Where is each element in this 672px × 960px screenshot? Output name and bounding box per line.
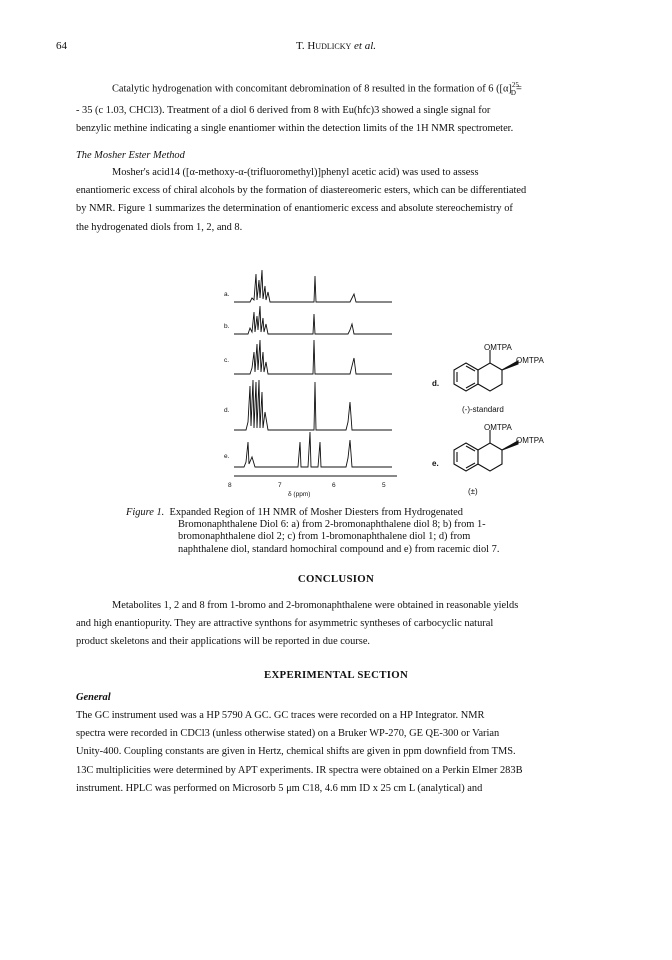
tick-label-6: 6 <box>332 482 336 489</box>
text-line: Catalytic hydrogenation with concomitant debromination of 8 resulted in the formation of 6 ($[\alpha]^{25}_D=$ <box>112 81 522 97</box>
text-line: enantiomeric excess of chiral alcohols by the formation of diastereomeric esters, which can be differentiated <box>76 185 527 197</box>
paragraph-general <box>76 707 598 798</box>
caption-line: naphthalene diol, standard homochiral compound and e) from racemic diol 7. <box>178 543 500 555</box>
text-line: and high enantiopurity. They are attractive synthons for asymmetric syntheses of carbocyclic natural <box>76 618 494 630</box>
text-line: Metabolites 1, 2 and 8 from 1-bromo and 2-bromonaphthalene were obtained in reasonable yields <box>112 600 519 611</box>
text-line: Mosher's acid14 ([α-methoxy-α-(trifluoromethyl)]phenyl acetic acid) was used to assess <box>112 167 479 178</box>
text-line: product skeletons and their applications will be reported in due course. <box>76 636 371 648</box>
trace-label-b: b. <box>224 323 230 330</box>
nmr-trace-b <box>234 306 392 334</box>
standard-label: (-)-standard <box>462 405 504 414</box>
section-heading-experimental: EXPERIMENTAL SECTION <box>263 669 409 681</box>
text-line: - 35 (c 1.03, CHCl3). Treatment of a diol 6 derived from 8 with Eu(hfc)3 showed a single signal for <box>76 104 491 116</box>
caption-line: bromonaphthalene diol 2; c) from 1-bromonaphthalene diol 1; d) from <box>178 531 471 543</box>
text-line: the hydrogenated diols from 1, 2, and 8. <box>76 221 243 233</box>
racemic-label: (±) <box>468 487 478 496</box>
caption-head: Figure 1. <box>126 507 165 518</box>
axis-label: δ (ppm) <box>288 491 311 498</box>
tick-label-7: 7 <box>278 482 282 489</box>
mtpa-top-d: OMTPA <box>484 343 512 352</box>
trace-label-d: d. <box>224 407 230 414</box>
text-line: instrument. HPLC was performed on Microsorb 5 μm C18, 4.6 mm ID x 25 cm L (analytical) and <box>76 782 483 794</box>
mtpa-side-e: OMTPA <box>516 436 544 445</box>
tick-label-5: 5 <box>382 482 386 489</box>
mtpa-top-e: OMTPA <box>484 423 512 432</box>
structure-label-d: d. <box>432 379 440 388</box>
caption-line: Figure 1. Expanded Region of 1H NMR of Mosher Diesters from Hydrogenated <box>126 507 463 518</box>
nmr-spectra-figure <box>222 262 602 502</box>
text-line: The GC instrument used was a HP 5790 A GC. GC traces were recorded on a HP Integrator. NMR <box>76 710 485 721</box>
alpha-sup: 25 <box>511 81 519 89</box>
text-line: benzylic methine indicating a single enantiomer within the detection limits of the 1H NMR spectrometer. <box>76 122 514 134</box>
text-line: Unity-400. Coupling constants are given in Hertz, chemical shifts are given in ppm downfield from TMS. <box>76 746 516 758</box>
trace-label-e: e. <box>224 453 230 460</box>
mtpa-side-d: OMTPA <box>516 356 544 365</box>
nmr-trace-a <box>234 270 392 302</box>
figure-caption <box>126 507 576 556</box>
running-head <box>0 40 672 52</box>
running-head-etal: et al. <box>354 40 377 52</box>
subheading-general: General <box>76 692 111 703</box>
structure-e <box>454 430 518 471</box>
page-number: 64 <box>56 40 67 52</box>
nmr-trace-e <box>234 432 392 467</box>
text-line: spectra were recorded in CDCl3 (unless otherwise stated) on a Bruker WP-270, GE QE-300 or Varian <box>76 728 500 740</box>
section-heading-mosher: The Mosher Ester Method <box>76 150 185 161</box>
text-line: by NMR. Figure 1 summarizes the determination of enantiomeric excess and absolute stereochemistry of <box>76 203 513 215</box>
tick-label-8: 8 <box>228 482 232 489</box>
figure-1 <box>222 262 602 502</box>
trace-label-a: a. <box>224 291 230 298</box>
paragraph-mosher <box>76 164 598 237</box>
section-heading-conclusion: CONCLUSION <box>297 573 375 585</box>
structure-d <box>454 350 518 391</box>
alpha-sub: D <box>510 88 516 97</box>
running-head-author: T. Hudlicky <box>295 40 352 52</box>
nmr-trace-d <box>234 380 392 430</box>
text-line: 13C multiplicities were determined by APT experiments. IR spectra were obtained on a Perkin Elmer 283B <box>76 764 523 776</box>
paragraph-conclusion <box>76 597 598 652</box>
structure-label-e: e. <box>432 459 439 468</box>
paragraph-hydrogenation <box>76 76 598 138</box>
caption-line: Bromonaphthalene Diol 6: a) from 2-bromonaphthalene diol 8; b) from 1- <box>178 519 486 531</box>
nmr-trace-c <box>234 340 392 374</box>
trace-label-c: c. <box>224 357 230 364</box>
